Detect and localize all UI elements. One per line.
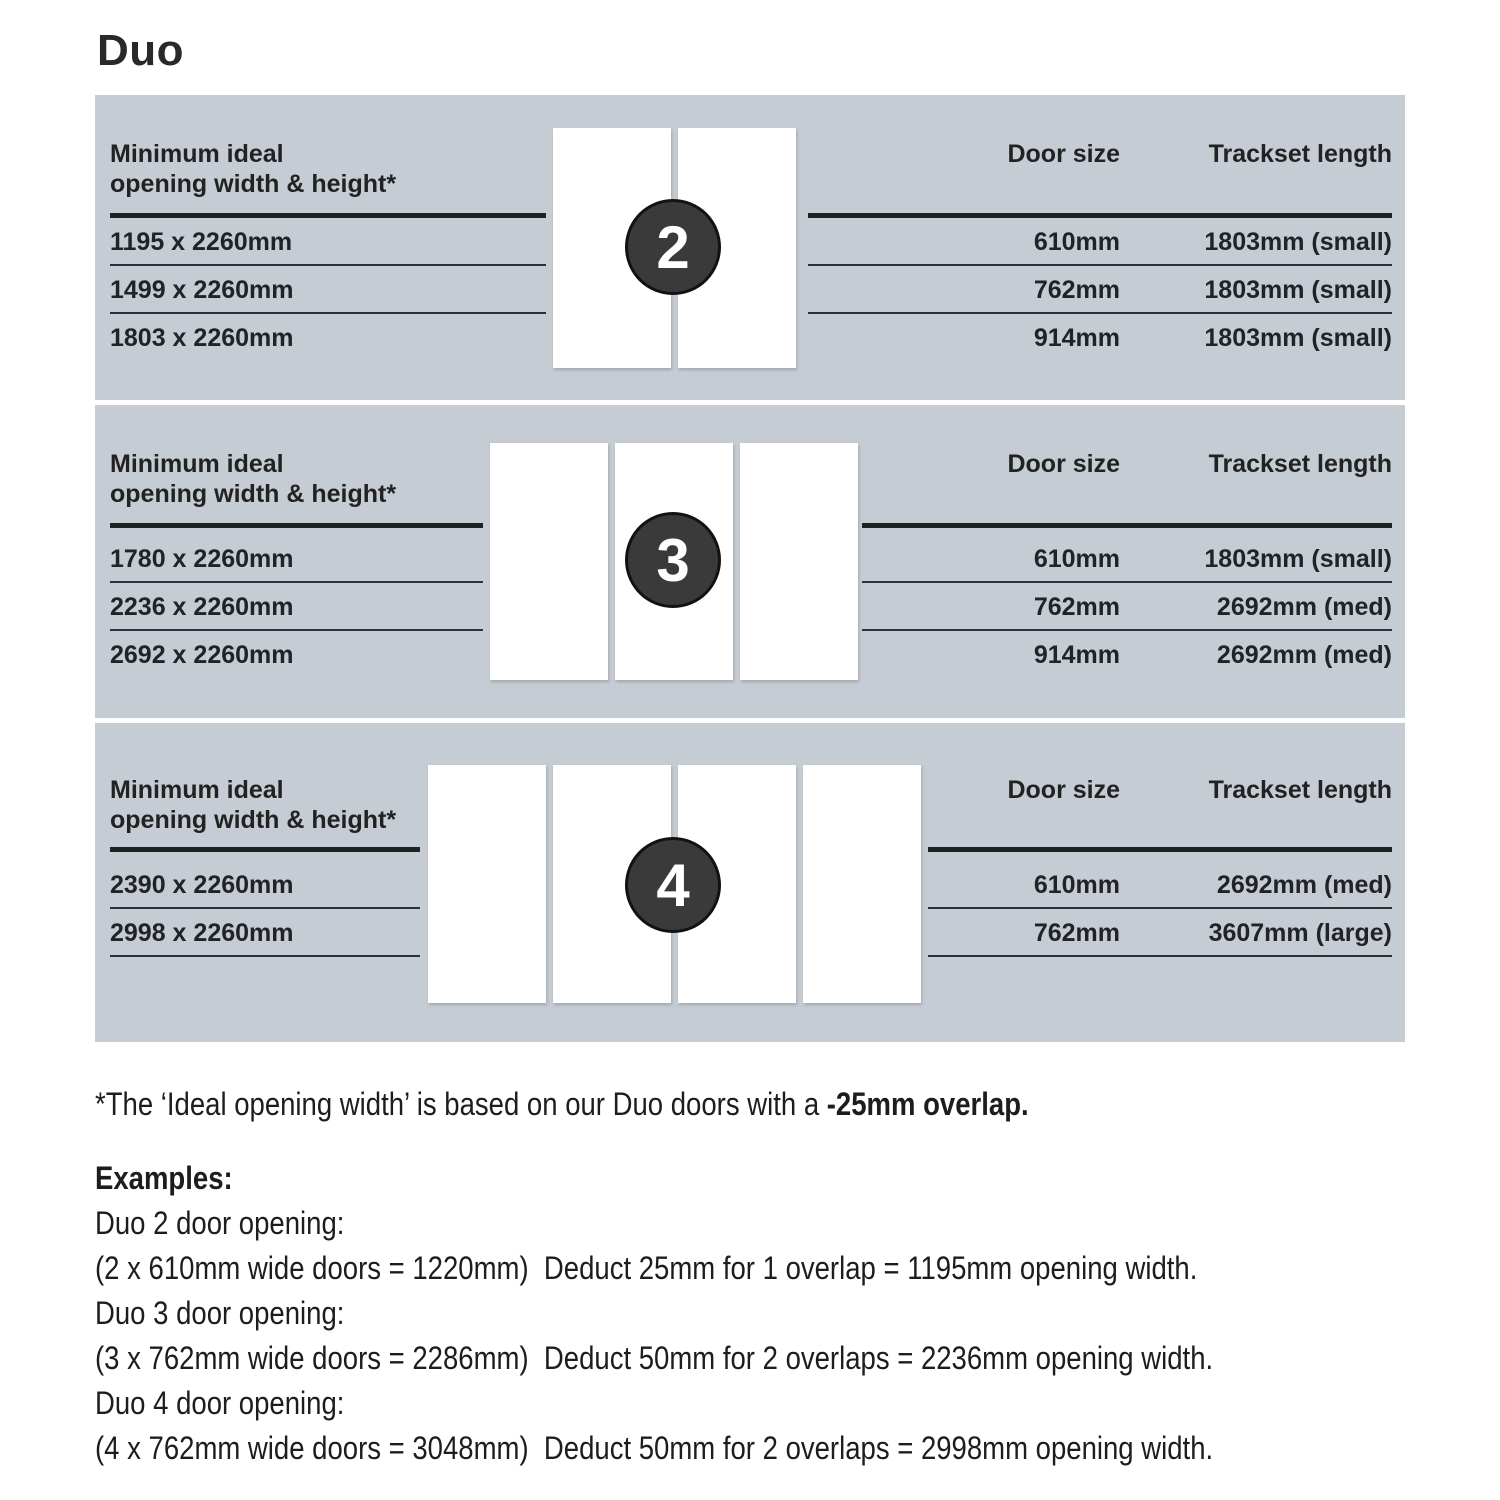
size-rows <box>862 535 1392 679</box>
examples-block <box>95 1156 1213 1471</box>
size-table <box>808 95 1392 400</box>
size-row <box>928 861 1392 909</box>
header-rule <box>862 523 1392 528</box>
door-size-value: 914mm <box>1033 324 1120 352</box>
door-count-badge: 3 <box>625 512 721 608</box>
opening-value: 2998 x 2260mm <box>110 919 294 947</box>
opening-size-header <box>110 139 546 199</box>
footnote <box>95 1086 1029 1123</box>
opening-row <box>110 909 420 957</box>
trackset-value: 1803mm (small) <box>1204 228 1392 256</box>
size-table-header <box>808 139 1392 169</box>
trackset-header: Trackset length <box>1208 450 1392 478</box>
header-rule <box>110 523 483 528</box>
opening-row <box>110 535 483 583</box>
example-label: Duo 4 door opening: <box>95 1385 345 1421</box>
opening-row <box>110 631 483 679</box>
example-detail: (2 x 610mm wide doors = 1220mm) Deduct 25mm for 1 overlap = 1195mm opening width. <box>95 1250 1198 1286</box>
size-table-header <box>928 775 1392 805</box>
trackset-value: 2692mm (med) <box>1216 593 1392 621</box>
door-panel <box>740 443 858 680</box>
trackset-value: 1803mm (small) <box>1204 545 1392 573</box>
size-table <box>862 405 1392 718</box>
opening-row <box>110 314 546 362</box>
trackset-value: 2692mm (med) <box>1216 641 1392 669</box>
trackset-value: 2692mm (med) <box>1216 871 1392 899</box>
door-size-header: Door size <box>1007 776 1120 804</box>
opening-size-header <box>110 775 420 835</box>
trackset-value: 1803mm (small) <box>1204 276 1392 304</box>
size-row <box>808 218 1392 266</box>
door-panel <box>428 765 546 1003</box>
opening-header-line1: Minimum ideal <box>110 140 284 168</box>
trackset-value: 1803mm (small) <box>1204 324 1392 352</box>
opening-row <box>110 218 546 266</box>
example-detail: (4 x 762mm wide doors = 3048mm) Deduct 50mm for 2 overlaps = 2998mm opening width. <box>95 1430 1214 1466</box>
opening-row <box>110 583 483 631</box>
door-size-value: 762mm <box>1033 919 1120 947</box>
door-size-value: 914mm <box>1033 641 1120 669</box>
opening-rows <box>110 861 420 957</box>
opening-value: 2236 x 2260mm <box>110 593 294 621</box>
duo-2-section <box>95 95 1405 400</box>
opening-value: 2390 x 2260mm <box>110 871 294 899</box>
opening-value: 1803 x 2260mm <box>110 324 294 352</box>
opening-header-line1: Minimum ideal <box>110 776 284 804</box>
opening-size-table <box>110 723 420 1042</box>
page-title: Duo <box>97 26 185 75</box>
opening-header-line2: opening width & height* <box>110 806 397 834</box>
opening-size-header <box>110 449 483 509</box>
size-rows <box>808 218 1392 362</box>
door-count-badge: 2 <box>625 199 721 295</box>
size-row <box>808 314 1392 362</box>
opening-value: 2692 x 2260mm <box>110 641 294 669</box>
size-row <box>862 535 1392 583</box>
door-size-value: 610mm <box>1033 545 1120 573</box>
size-row <box>808 266 1392 314</box>
examples-heading: Examples: <box>95 1160 233 1196</box>
trackset-value: 3607mm (large) <box>1208 919 1392 947</box>
door-count-badge: 4 <box>625 837 721 933</box>
header-rule <box>110 847 420 852</box>
example-label: Duo 3 door opening: <box>95 1295 345 1331</box>
door-size-header: Door size <box>1007 450 1120 478</box>
opening-header-line2: opening width & height* <box>110 170 397 198</box>
size-table <box>928 723 1392 1042</box>
opening-header-line1: Minimum ideal <box>110 450 284 478</box>
size-rows <box>928 861 1392 957</box>
opening-size-table <box>110 405 483 718</box>
footnote-bold: -25mm overlap. <box>826 1086 1029 1122</box>
door-size-value: 610mm <box>1033 228 1120 256</box>
opening-rows <box>110 535 483 679</box>
opening-value: 1780 x 2260mm <box>110 545 294 573</box>
door-panel <box>803 765 921 1003</box>
door-size-value: 762mm <box>1033 593 1120 621</box>
size-table-header <box>862 449 1392 479</box>
door-size-header: Door size <box>1007 140 1120 168</box>
spec-panel <box>95 95 1405 1042</box>
header-rule <box>928 847 1392 852</box>
opening-value: 1499 x 2260mm <box>110 276 294 304</box>
opening-value: 1195 x 2260mm <box>110 228 293 256</box>
size-row <box>862 631 1392 679</box>
duo-3-section <box>95 405 1405 718</box>
size-row <box>928 909 1392 957</box>
size-row <box>862 583 1392 631</box>
opening-size-table <box>110 95 546 400</box>
door-size-value: 610mm <box>1033 871 1120 899</box>
trackset-header: Trackset length <box>1208 776 1392 804</box>
example-detail: (3 x 762mm wide doors = 2286mm) Deduct 50mm for 2 overlaps = 2236mm opening width. <box>95 1340 1214 1376</box>
opening-header-line2: opening width & height* <box>110 480 397 508</box>
example-label: Duo 2 door opening: <box>95 1205 345 1241</box>
duo-4-section <box>95 723 1405 1042</box>
opening-row <box>110 266 546 314</box>
footnote-text: *The ‘Ideal opening width’ is based on our Duo doors with a <box>95 1086 827 1122</box>
opening-row <box>110 861 420 909</box>
door-size-value: 762mm <box>1033 276 1120 304</box>
door-panel <box>490 443 608 680</box>
opening-rows <box>110 218 546 362</box>
trackset-header: Trackset length <box>1208 140 1392 168</box>
